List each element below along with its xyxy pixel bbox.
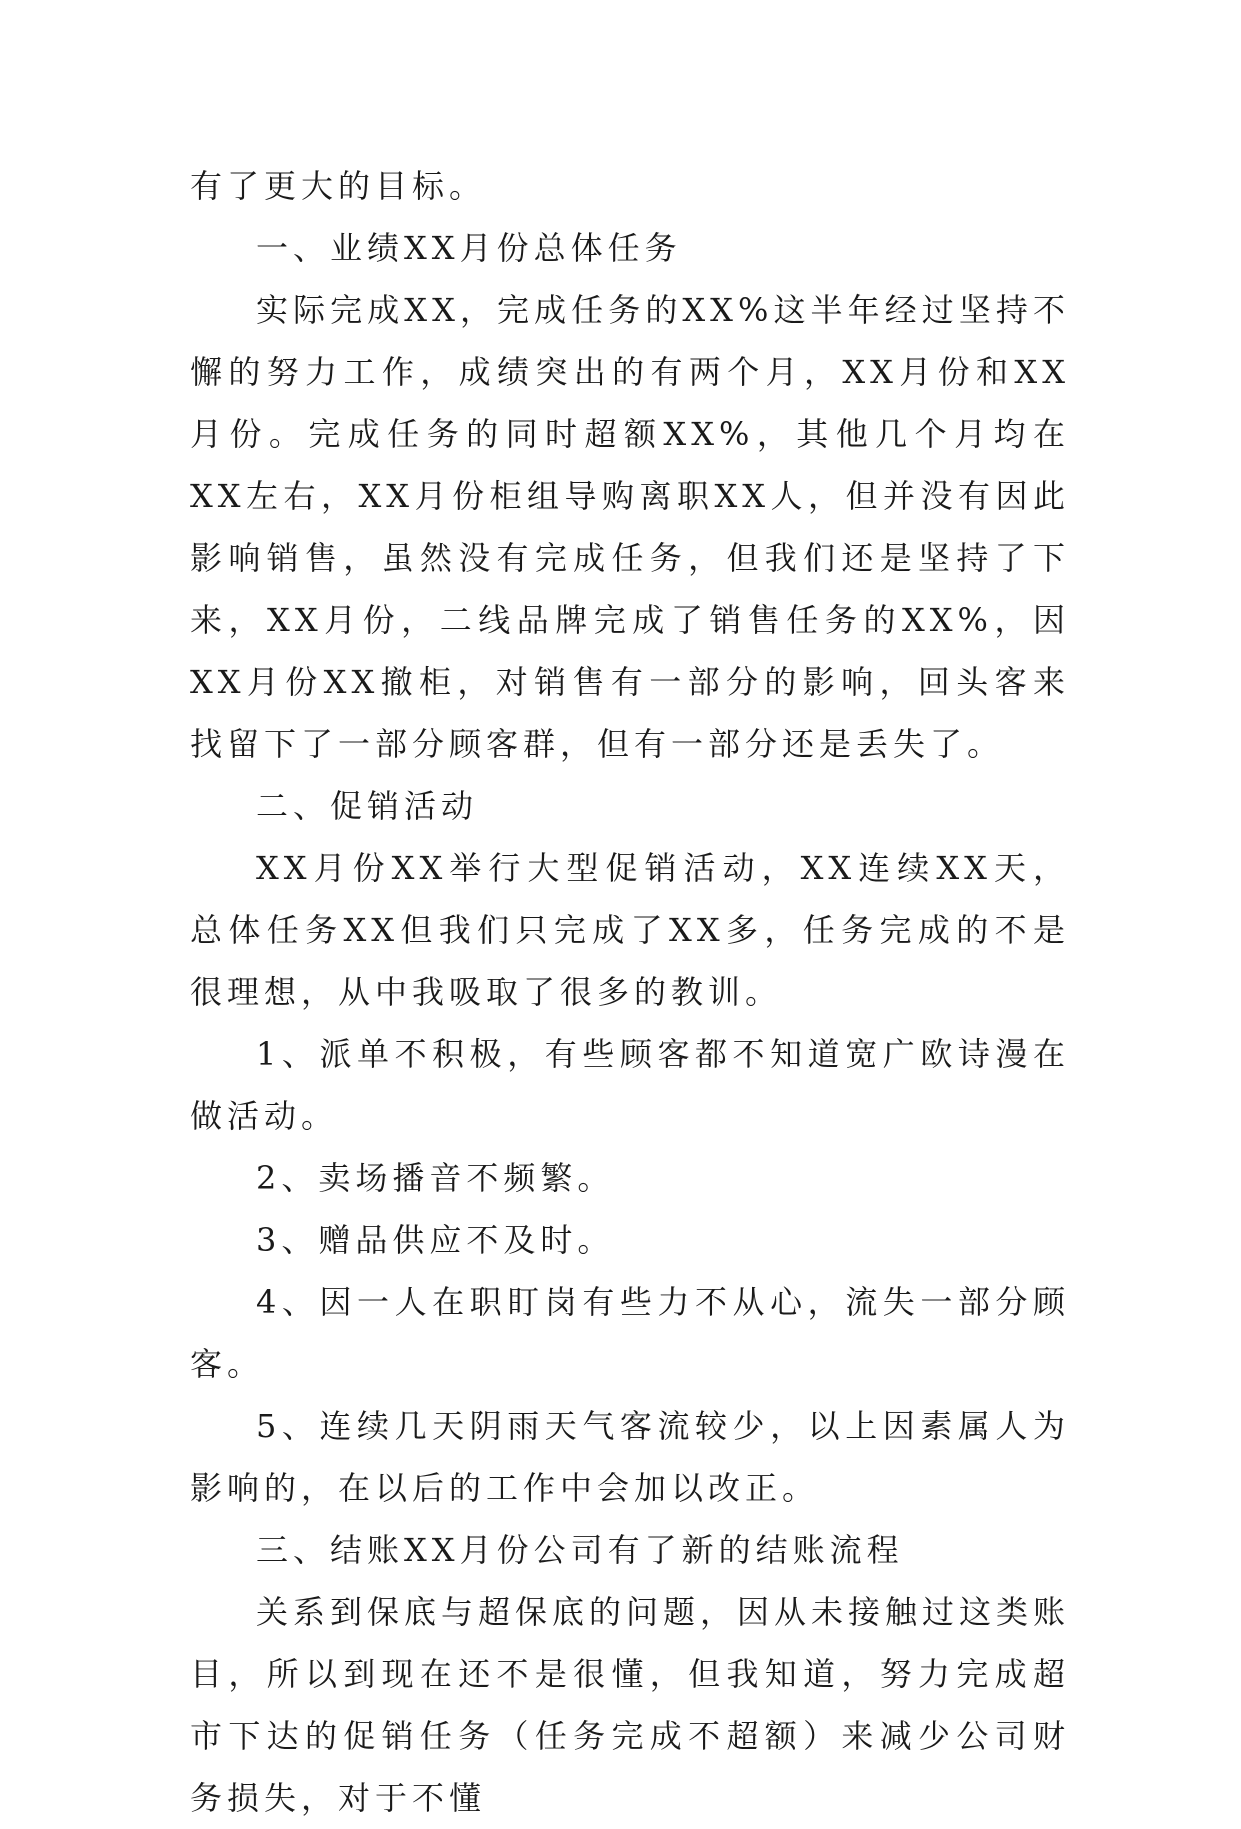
section-heading-performance: 一、业绩XX月份总体任务 [256, 229, 682, 267]
paragraph-promotion-summary: XX月份XX举行大型促销活动，XX连续XX天，总体任务XX但我们只完成了XX多，任务完成的不是很理想，从中我吸取了很多的教训。 [190, 849, 1070, 1011]
paragraph-settlement-details: 关系到保底与超保底的问题，因从未接触过这类账目，所以到现在还不是很懂，但我知道，努力完成超市下达的促销任务（任务完成不超额）来减少公司财务损失，对于不懂 [190, 1593, 1071, 1817]
paragraph-performance-details: 实际完成XX，完成任务的XX%这半年经过坚持不懈的努力工作，成绩突出的有两个月，XX月份和XX月份。完成任务的同时超额XX%，其他几个月均在XX左右，XX月份柜组导购离职XX人，但并没有因此影响销售，虽然没有完成任务，但我们还是坚持了下来，XX月份，二线品牌完成了销售任务的XX%，因XX月份XX撤柜，对销售有一部分的影响，回头客来找留下了一部分顾客群，但有一部分还是丢失了。 [190, 291, 1070, 763]
paragraph-continuation: 有了更大的目标。 [190, 167, 487, 205]
section-heading-promotion: 二、促销活动 [256, 787, 479, 825]
list-item-3: 3、赠品供应不及时。 [256, 1221, 615, 1259]
list-item-2: 2、卖场播音不频繁。 [256, 1159, 615, 1197]
section-heading-settlement: 三、结账XX月份公司有了新的结账流程 [256, 1531, 904, 1569]
list-item-1: 1、派单不积极，有些顾客都不知道宽广欧诗漫在做活动。 [190, 1035, 1070, 1135]
list-item-4: 4、因一人在职盯岗有些力不从心，流失一部分顾客。 [190, 1283, 1070, 1383]
document-body [190, 155, 1070, 1829]
list-item-5: 5、连续几天阴雨天气客流较少，以上因素属人为影响的，在以后的工作中会加以改正。 [190, 1407, 1070, 1507]
